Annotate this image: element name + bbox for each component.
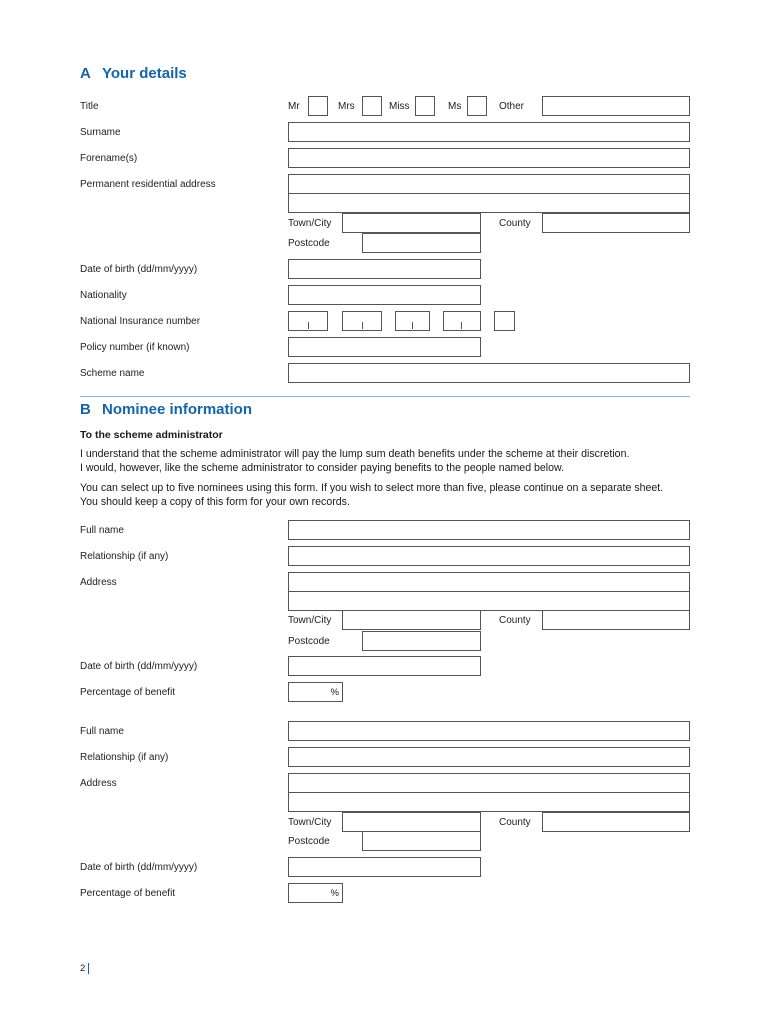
nominee-2-percent-sign: % — [330, 888, 339, 899]
page-number-text: 2 — [80, 963, 86, 975]
nominee-1-dob-input[interactable] — [288, 656, 481, 676]
nominee-1-town-city-label: Town/City — [288, 615, 332, 626]
policy-number-label: Policy number (if known) — [80, 342, 190, 353]
section-a-letter: A — [80, 65, 91, 82]
scheme-name-label: Scheme name — [80, 368, 145, 379]
section-b-heading — [80, 401, 252, 418]
address-label: Permanent residential address — [80, 179, 216, 190]
address-line2-input[interactable] — [288, 193, 690, 213]
nominee-2-town-city-label: Town/City — [288, 817, 332, 828]
nominee-1-dob-label: Date of birth (dd/mm/yyyy) — [80, 661, 198, 672]
nominee-1-address-line2-input[interactable] — [288, 591, 690, 611]
instructions-line-2: You should keep a copy of this form for your own records. — [80, 496, 350, 508]
dob-label: Date of birth (dd/mm/yyyy) — [80, 264, 198, 275]
section-divider — [80, 396, 690, 397]
nominee-1-county-input[interactable] — [542, 610, 690, 630]
nominee-1-postcode-label: Postcode — [288, 636, 330, 647]
policy-number-input[interactable] — [288, 337, 481, 357]
title-other-input[interactable] — [542, 96, 690, 116]
title-ms-checkbox[interactable] — [467, 96, 487, 116]
nominee-2-relationship-label: Relationship (if any) — [80, 752, 169, 763]
section-b-letter: B — [80, 401, 91, 418]
title-miss-checkbox[interactable] — [415, 96, 435, 116]
nominee-1-percentage-input[interactable] — [288, 682, 343, 702]
nominee-2-percentage-input[interactable] — [288, 883, 343, 903]
nominee-2-town-city-input[interactable] — [342, 812, 481, 832]
nominee-2-postcode-label: Postcode — [288, 836, 330, 847]
ni-number-label: National Insurance number — [80, 316, 201, 327]
ni-number-segment-1[interactable] — [288, 311, 328, 331]
section-a-heading — [80, 65, 187, 82]
forenames-input[interactable] — [288, 148, 690, 168]
ni-number-segment-4[interactable] — [443, 311, 481, 331]
declaration-line-1: I understand that the scheme administrator will pay the lump sum death benefits under the scheme at their discretion. — [80, 448, 630, 460]
title-option-mrs-label: Mrs — [338, 101, 355, 112]
postcode-label: Postcode — [288, 238, 330, 249]
declaration-line-2: I would, however, like the scheme administrator to consider paying benefits to the people named below. — [80, 462, 565, 474]
nominee-2-county-input[interactable] — [542, 812, 690, 832]
page-number-divider — [88, 963, 89, 974]
nominee-1-relationship-label: Relationship (if any) — [80, 551, 169, 562]
declaration-paragraph — [80, 447, 700, 475]
county-input[interactable] — [542, 213, 690, 233]
nominee-2-dob-label: Date of birth (dd/mm/yyyy) — [80, 862, 198, 873]
nominee-1-county-label: County — [499, 615, 531, 626]
scheme-name-input[interactable] — [288, 363, 690, 383]
nominee-2-county-label: County — [499, 817, 531, 828]
title-option-mr-label: Mr — [288, 101, 300, 112]
title-option-ms-label: Ms — [448, 101, 462, 112]
county-label: County — [499, 218, 531, 229]
nominee-2-full-name-label: Full name — [80, 726, 124, 737]
surname-input[interactable] — [288, 122, 690, 142]
nominee-1-relationship-input[interactable] — [288, 546, 690, 566]
ni-number-segment-3[interactable] — [395, 311, 430, 331]
surname-label: Surname — [80, 127, 121, 138]
nominee-2-address-line2-input[interactable] — [288, 792, 690, 812]
nationality-label: Nationality — [80, 290, 127, 301]
ni-number-suffix[interactable] — [494, 311, 515, 331]
title-other-label: Other — [499, 101, 525, 112]
nominee-2-address-line1-input[interactable] — [288, 773, 690, 793]
title-mrs-checkbox[interactable] — [362, 96, 382, 116]
address-line1-input[interactable] — [288, 174, 690, 194]
page-number — [80, 963, 89, 974]
nominee-1-postcode-input[interactable] — [362, 631, 481, 651]
title-mr-checkbox[interactable] — [308, 96, 328, 116]
section-a-title: Your details — [102, 65, 187, 82]
postcode-input[interactable] — [362, 233, 481, 253]
instructions-line-1: You can select up to five nominees using this form. If you wish to select more than five, please continue on a separate sheet. — [80, 482, 664, 494]
forenames-label: Forename(s) — [80, 153, 138, 164]
nominee-1-full-name-label: Full name — [80, 525, 124, 536]
title-label: Title — [80, 101, 99, 112]
nominee-2-postcode-input[interactable] — [362, 831, 481, 851]
section-b-title: Nominee information — [102, 401, 253, 418]
nominee-1-percent-sign: % — [330, 687, 339, 698]
nominee-2-relationship-input[interactable] — [288, 747, 690, 767]
nominee-1-address-label: Address — [80, 577, 117, 588]
nominee-2-full-name-input[interactable] — [288, 721, 690, 741]
instructions-paragraph — [80, 481, 700, 509]
nominee-2-percentage-label: Percentage of benefit — [80, 888, 176, 899]
nominee-1-address-line1-input[interactable] — [288, 572, 690, 592]
dob-input[interactable] — [288, 259, 481, 279]
town-city-input[interactable] — [342, 213, 481, 233]
nominee-2-dob-input[interactable] — [288, 857, 481, 877]
nominee-1-town-city-input[interactable] — [342, 610, 481, 630]
town-city-label: Town/City — [288, 218, 332, 229]
section-b-subheading: To the scheme administrator — [80, 429, 223, 441]
nationality-input[interactable] — [288, 285, 481, 305]
title-option-miss-label: Miss — [389, 101, 410, 112]
nominee-1-full-name-input[interactable] — [288, 520, 690, 540]
nominee-1-percentage-label: Percentage of benefit — [80, 687, 176, 698]
ni-number-segment-2[interactable] — [342, 311, 382, 331]
nominee-2-address-label: Address — [80, 778, 117, 789]
